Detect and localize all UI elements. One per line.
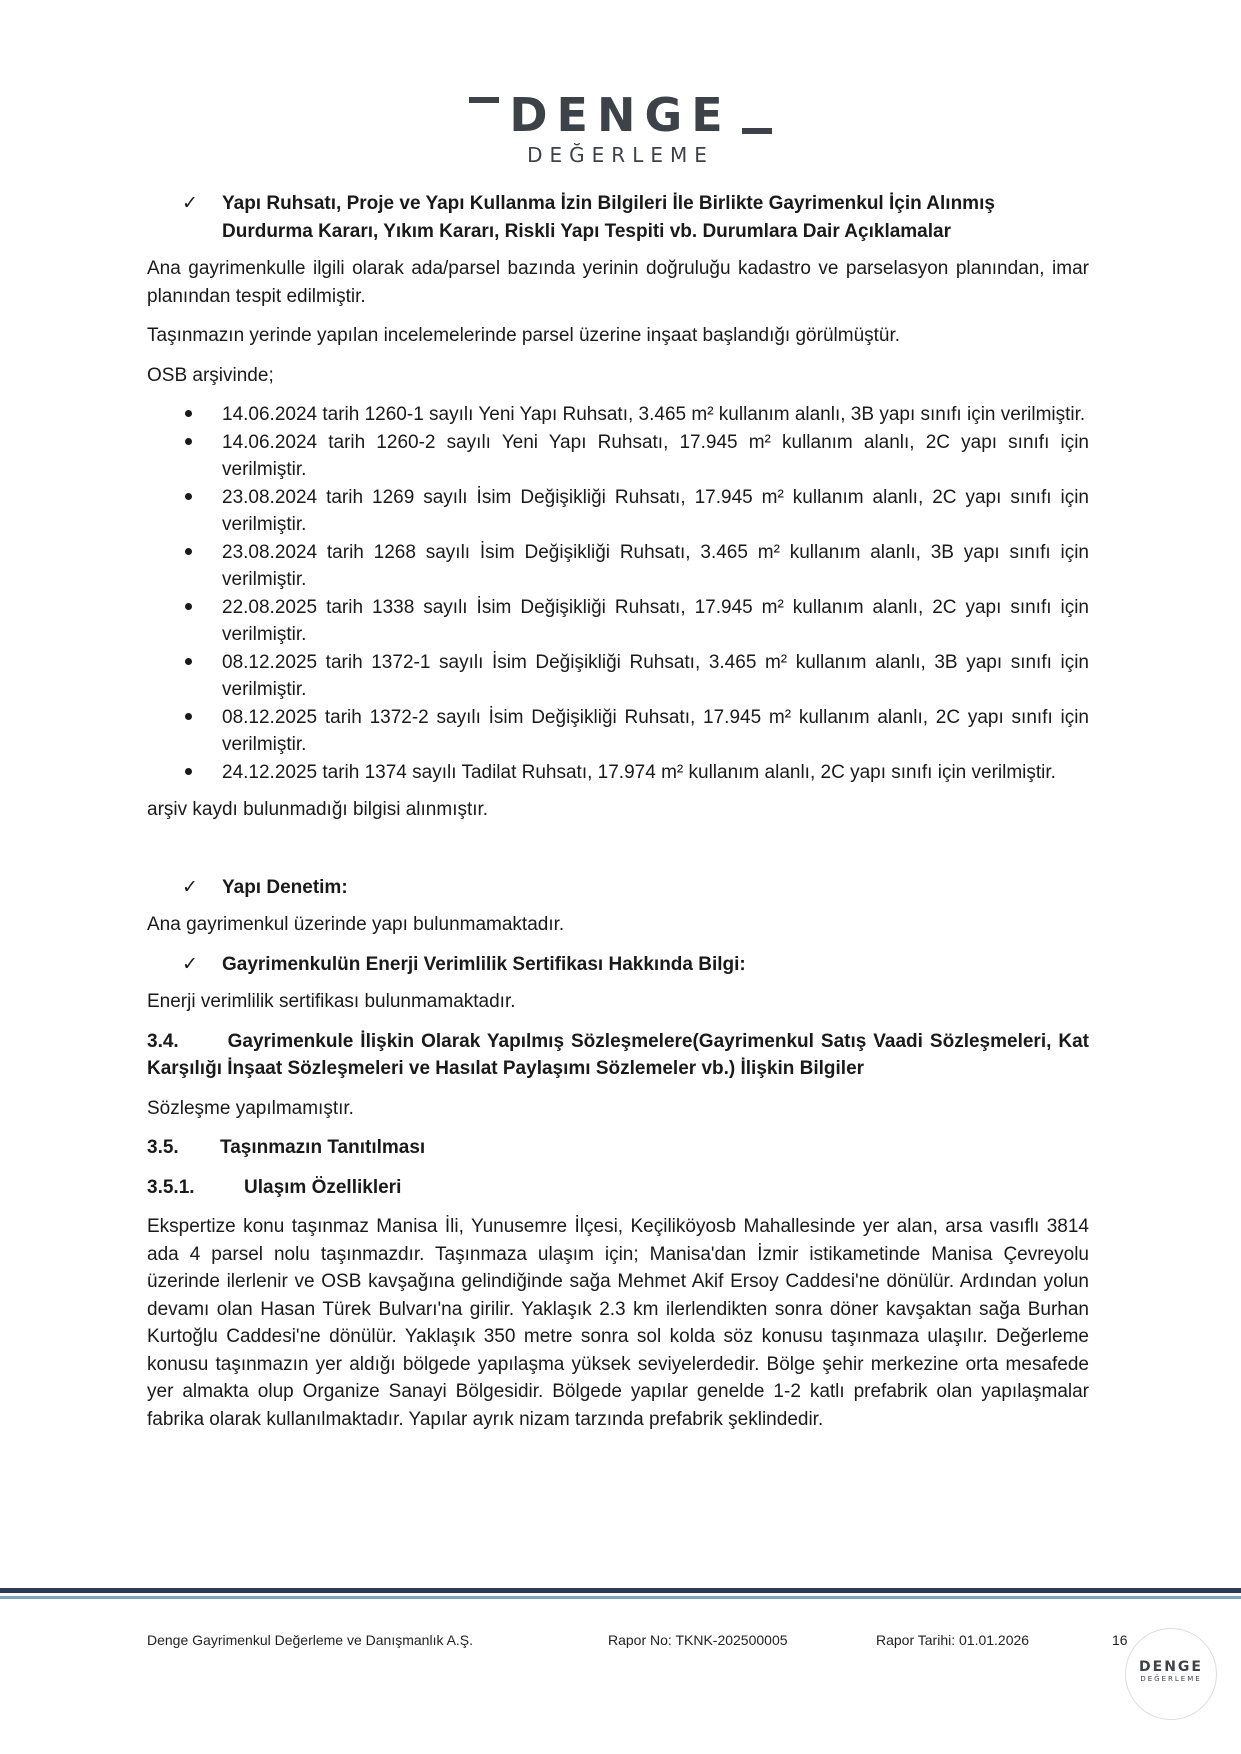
bullet-icon [147, 429, 222, 484]
footer-divider-light [0, 1596, 1241, 1599]
section-heading-inspection: ✓ Yapı Denetim: [147, 874, 1089, 902]
bullet-icon [147, 401, 222, 429]
logo-bar-left [469, 97, 499, 103]
logo-main-text: DENGE [509, 88, 732, 142]
document-body [147, 190, 1089, 1445]
list-item: 08.12.2025 tarih 1372-2 sayılı İsim Değişikliği Ruhsatı, 17.945 m² kullanım alanlı, 2C yapı sınıfı için verilmiştir. [147, 704, 1089, 759]
checkmark-icon: ✓ [182, 192, 198, 214]
section-heading-transport: 3.5.1. Ulaşım Özellikleri [147, 1176, 402, 1198]
company-seal [1125, 1628, 1217, 1720]
bullet-icon [147, 704, 222, 759]
permit-list [147, 401, 1089, 786]
list-item: 24.12.2025 tarih 1374 sayılı Tadilat Ruhsatı, 17.974 m² kullanım alanlı, 2C yapı sınıfı için verilmiştir. [147, 759, 1089, 787]
paragraph: Ekspertize konu taşınmaz Manisa İli, Yunusemre İlçesi, Keçiliköyosb Mahallesinde yer alan, arsa vasıflı 3814 ada 4 parsel nolu taşınmazdır. Taşınmaza ulaşım için; Manisa'dan İzmir istikametinde Manisa Çevreyolu üzerinde ilerlenir ve OSB kavşağına gelindiğinde sağa Mehmet Akif Ersoy Caddesi'ne dönülür. Ardından yolun devamı olan Hasan Türek Bulvarı'na girilir. Yaklaşık 2.3 km ilerlendikten sonra döner kavşaktan sağa Burhan Kurtoğlu Caddesi'ne dönülür. Yaklaşık 350 metre sonra sol kolda söz konusu taşınmaza ulaşılır. Değerleme konusu taşınmazın yer aldığı bölgede yapılaşma yüksek seviyelerdedir. Bölge şehir merkezine orta mesafede yer almakta olup Organize Sanayi Bölgesidir. Bölgede yapılar genelde 1-2 katlı prefabrik olan yapılaşmalar fabrika olarak kullanılmaktadır. Yapılar ayrık nizam tarzında prefabrik şeklindedir. [147, 1216, 1089, 1430]
bullet-icon [147, 594, 222, 649]
footer-report-no: Rapor No: TKNK-202500005 [608, 1632, 788, 1648]
list-item: 14.06.2024 tarih 1260-2 sayılı Yeni Yapı Ruhsatı, 17.945 m² kullanım alanlı, 2C yapı sınıfı için verilmiştir. [147, 429, 1089, 484]
paragraph: Ana gayrimenkul üzerinde yapı bulunmamaktadır. [147, 914, 565, 935]
checkmark-icon: ✓ [182, 875, 198, 898]
company-logo [0, 88, 1241, 167]
bullet-icon [147, 649, 222, 704]
list-item: 23.08.2024 tarih 1268 sayılı İsim Değişikliği Ruhsatı, 3.465 m² kullanım alanlı, 3B yapı sınıfı için verilmiştir. [147, 539, 1089, 594]
footer-divider-dark [0, 1588, 1241, 1593]
logo-sub-text: DEĞERLEME [527, 143, 714, 167]
page-number: 16 [1112, 1632, 1128, 1648]
checkmark-icon: ✓ [182, 952, 198, 975]
section-heading-permits: ✓ Yapı Ruhsatı, Proje ve Yapı Kullanma İzin Bilgileri İle Birlikte Gayrimenkul İçin Alınmış Durdurma Kararı, Yıkım Kararı, Riskli Yapı Tespiti vb. Durumlara Dair Açıklamalar [147, 190, 1089, 245]
bullet-icon [147, 539, 222, 594]
footer-report-date: Rapor Tarihi: 01.01.2026 [876, 1632, 1030, 1648]
paragraph: Sözleşme yapılmamıştır. [147, 1097, 354, 1119]
paragraph: Taşınmazın yerinde yapılan incelemelerinde parsel üzerine inşaat başlandığı görülmüştür. [147, 325, 901, 346]
paragraph: OSB arşivinde; [147, 364, 274, 386]
section-heading-energy: ✓ Gayrimenkulün Enerji Verimlilik Sertifikası Hakkında Bilgi: [147, 951, 1089, 979]
list-item: 08.12.2025 tarih 1372-1 sayılı İsim Değişikliği Ruhsatı, 3.465 m² kullanım alanlı, 3B yapı sınıfı için verilmiştir. [147, 649, 1089, 704]
section-heading-property: 3.5. Taşınmazın Tanıtılması [147, 1137, 426, 1158]
paragraph: Ana gayrimenkulle ilgili olarak ada/parsel bazında yerinin doğruluğu kadastro ve parselasyon planından, imar planından tespit edilmiştir. [147, 258, 1089, 307]
paragraph: Enerji verimlilik sertifikası bulunmamaktadır. [147, 991, 516, 1012]
section-heading-contracts: 3.4. Gayrimenkule İlişkin Olarak Yapılmış Sözleşmelere(Gayrimenkul Satış Vaadi Sözleşmeleri, Kat Karşılığı İnşaat Sözleşmeleri ve Hasılat Paylaşımı Sözlemeler vb.) İlişkin Bilgiler [147, 1030, 1089, 1079]
footer-company: Denge Gayrimenkul Değerleme ve Danışmanlık A.Ş. [147, 1632, 474, 1648]
list-item: 14.06.2024 tarih 1260-1 sayılı Yeni Yapı Ruhsatı, 3.465 m² kullanım alanlı, 3B yapı sınıfı için verilmiştir. [147, 401, 1089, 429]
logo-bar-right [742, 128, 772, 134]
paragraph: arşiv kaydı bulunmadığı bilgisi alınmıştır. [147, 799, 489, 820]
seal-main-text: DENGE [1139, 1659, 1203, 1675]
bullet-icon [147, 484, 222, 539]
bullet-icon [147, 759, 222, 787]
list-item: 22.08.2025 tarih 1338 sayılı İsim Değişikliği Ruhsatı, 17.945 m² kullanım alanlı, 2C yapı sınıfı için verilmiştir. [147, 594, 1089, 649]
list-item: 23.08.2024 tarih 1269 sayılı İsim Değişikliği Ruhsatı, 17.945 m² kullanım alanlı, 2C yapı sınıfı için verilmiştir. [147, 484, 1089, 539]
seal-sub-text: DEĞERLEME [1140, 1675, 1202, 1683]
